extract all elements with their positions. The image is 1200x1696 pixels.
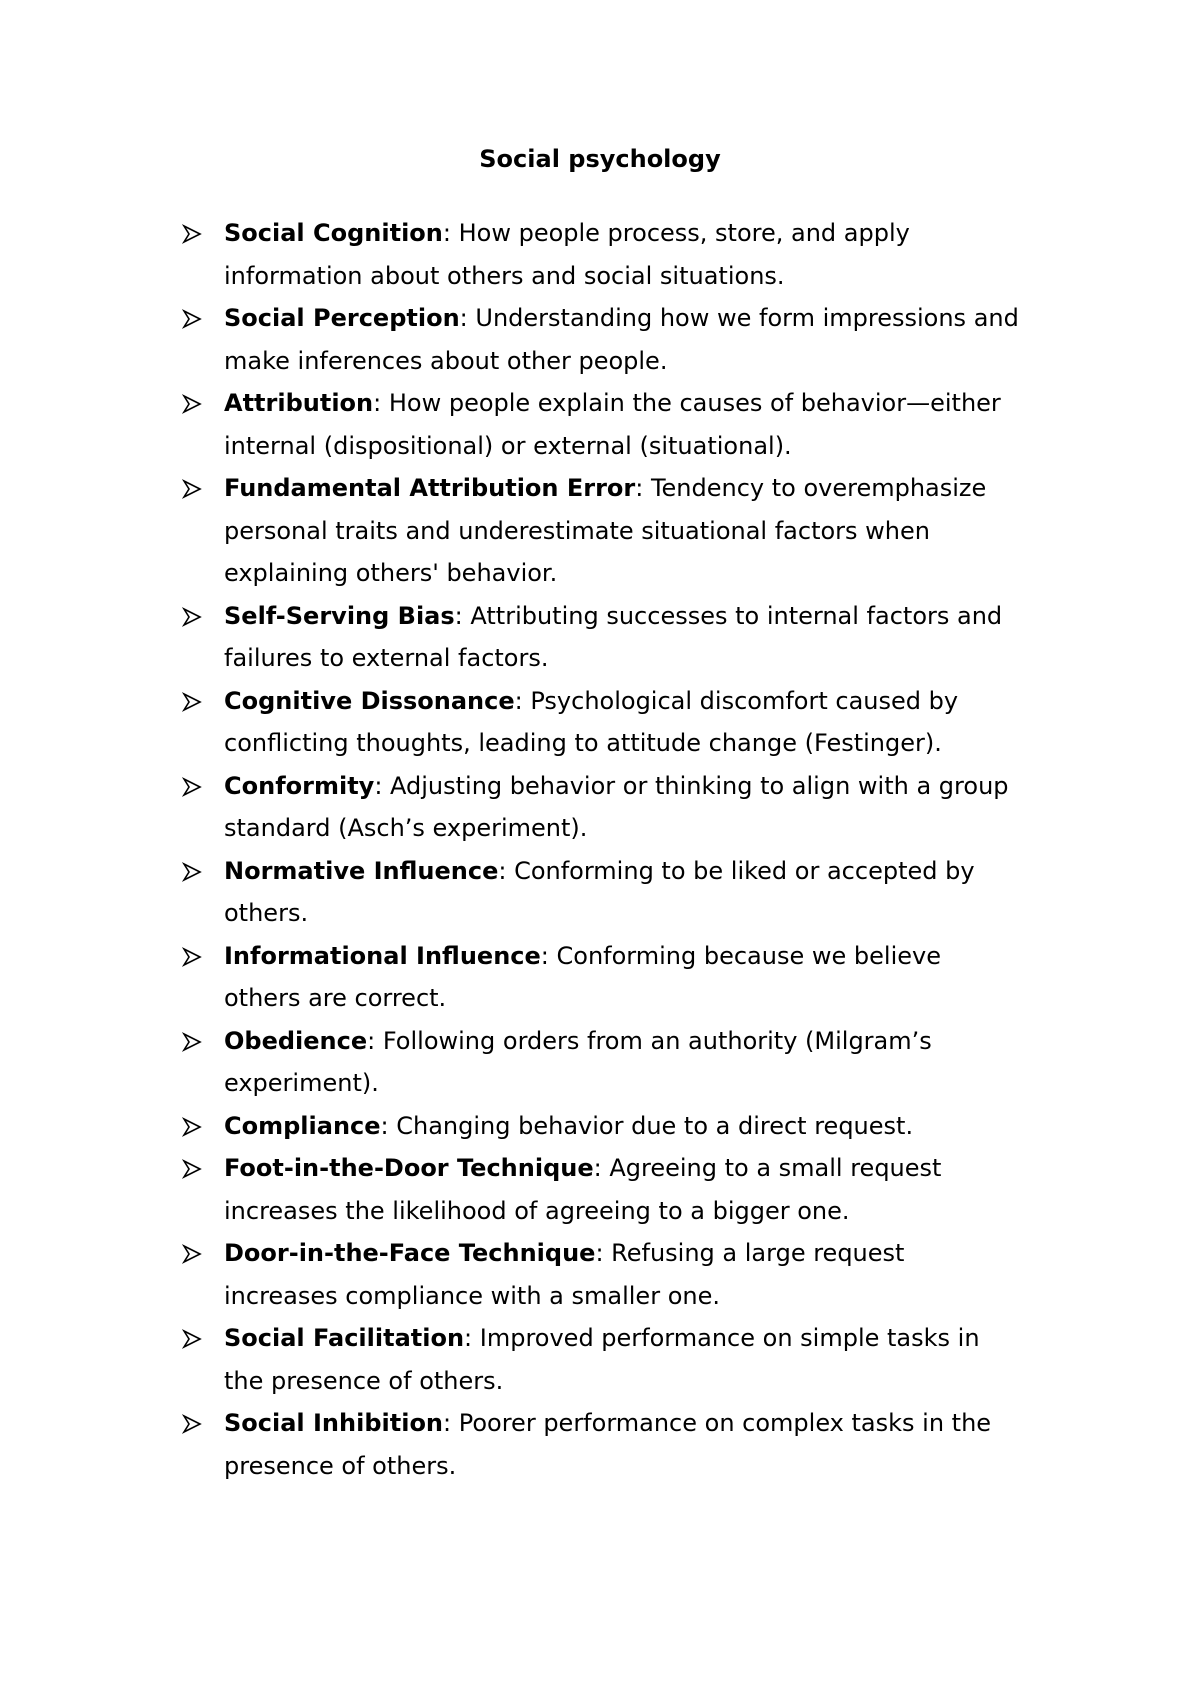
- list-item: [0, 212, 1200, 297]
- term-label: Fundamental Attribution Error: [224, 474, 636, 502]
- term-definition: : Conforming to be liked or accepted by others.: [224, 856, 975, 927]
- term-definition: : Adjusting behavior or thinking to align with a group standard (Asch’s experiment).: [224, 771, 1009, 842]
- list-item: [0, 467, 1200, 595]
- term-definition: : Refusing a large request increases compliance with a smaller one.: [224, 1239, 905, 1310]
- term-label: Informational Influence: [224, 941, 541, 970]
- term-label: Foot-in-the-Door Technique: [224, 1154, 594, 1182]
- arrowhead-bullet-icon: [182, 1244, 202, 1264]
- arrowhead-bullet-icon: [182, 947, 202, 967]
- arrowhead-bullet-icon: [182, 1117, 202, 1137]
- term-label: Attribution: [224, 389, 374, 417]
- term-label: Self-Serving Bias: [224, 601, 455, 630]
- term-definition: : Agreeing to a small request increases the likelihood of agreeing to a bigger one.: [224, 1154, 942, 1225]
- term-definition: : Improved performance on simple tasks in the presence of others.: [224, 1324, 980, 1395]
- term-definition: : Tendency to overemphasize personal traits and underestimate situational factors when explaining others' behavior.: [224, 474, 987, 587]
- term-definition: : How people explain the causes of behavior—either internal (dispositional) or external (situational).: [224, 389, 1001, 460]
- arrowhead-bullet-icon: [182, 1159, 202, 1179]
- term-definition: : Following orders from an authority (Milgram’s experiment).: [224, 1026, 932, 1097]
- term-definition: : Changing behavior due to a direct request.: [380, 1111, 914, 1140]
- arrowhead-bullet-icon: [182, 224, 202, 244]
- term-label: Conformity: [224, 771, 375, 800]
- term-definition: : Poorer performance on complex tasks in the presence of others.: [224, 1409, 992, 1480]
- arrowhead-bullet-icon: [182, 1414, 202, 1434]
- list-item: [0, 850, 1200, 935]
- list-item: [0, 1232, 1200, 1317]
- list-item: [0, 680, 1200, 765]
- term-definition: : Psychological discomfort caused by conflicting thoughts, leading to attitude change (Festinger).: [224, 686, 959, 757]
- list-item: [0, 382, 1200, 467]
- arrowhead-bullet-icon: [182, 1032, 202, 1052]
- term-definition: : Attributing successes to internal factors and failures to external factors.: [224, 601, 1003, 672]
- arrowhead-bullet-icon: [182, 862, 202, 882]
- term-list: [0, 212, 1200, 1487]
- term-label: Social Facilitation: [224, 1324, 465, 1352]
- document-title: Social psychology: [479, 145, 721, 173]
- term-label: Door-in-the-Face Technique: [224, 1239, 596, 1267]
- term-label: Cognitive Dissonance: [224, 686, 515, 715]
- term-label: Social Cognition: [224, 219, 443, 247]
- list-item: [0, 1147, 1200, 1232]
- term-label: Normative Influence: [224, 856, 499, 885]
- list-item: [0, 935, 1200, 1020]
- term-label: Social Perception: [224, 304, 460, 332]
- term-definition: : Conforming because we believe others are correct.: [224, 941, 941, 1012]
- arrowhead-bullet-icon: [182, 394, 202, 414]
- arrowhead-bullet-icon: [182, 692, 202, 712]
- arrowhead-bullet-icon: [182, 607, 202, 627]
- arrowhead-bullet-icon: [182, 777, 202, 797]
- list-item: [0, 1317, 1200, 1402]
- term-label: Obedience: [224, 1026, 368, 1055]
- arrowhead-bullet-icon: [182, 309, 202, 329]
- arrowhead-bullet-icon: [182, 479, 202, 499]
- list-item: [0, 595, 1200, 680]
- list-item: [0, 765, 1200, 850]
- term-definition: : How people process, store, and apply information about others and social situations.: [224, 219, 910, 290]
- list-item: [0, 1105, 1200, 1148]
- list-item: [0, 297, 1200, 382]
- list-item: [0, 1402, 1200, 1487]
- list-item: [0, 1020, 1200, 1105]
- term-definition: : Understanding how we form impressions and make inferences about other people.: [224, 304, 1019, 375]
- arrowhead-bullet-icon: [182, 1329, 202, 1349]
- term-label: Social Inhibition: [224, 1409, 444, 1437]
- term-label: Compliance: [224, 1111, 381, 1140]
